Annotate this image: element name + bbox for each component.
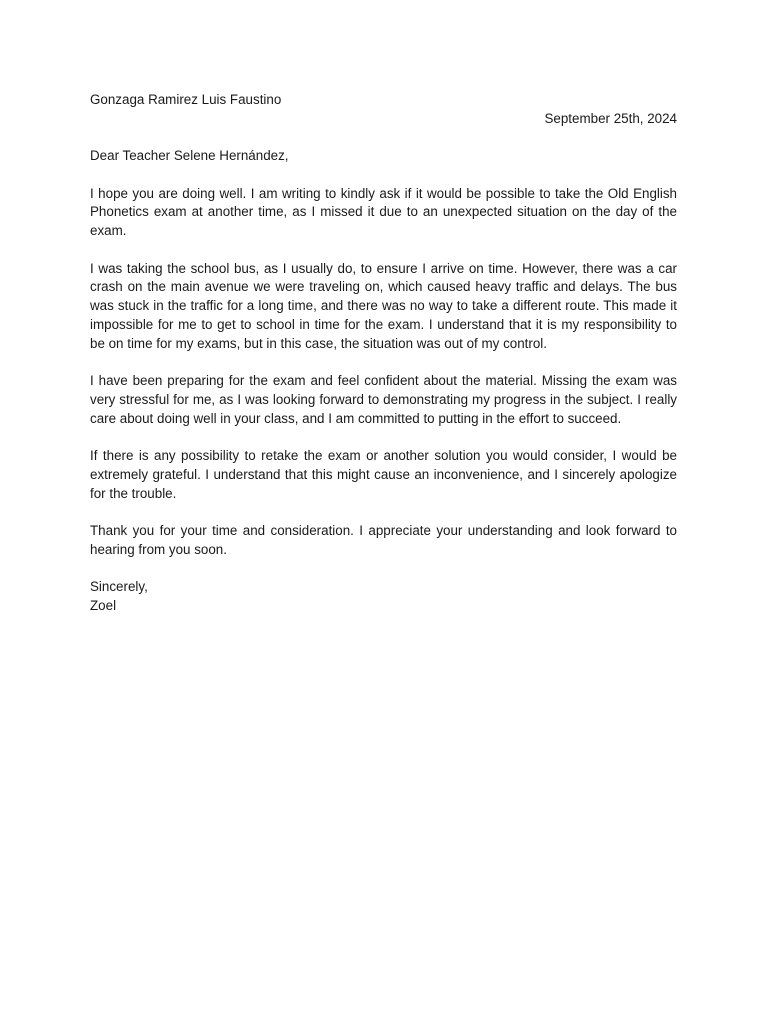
letter-date: September 25th, 2024 [544, 110, 677, 126]
salutation: Dear Teacher Selene Hernández, [90, 148, 289, 164]
body-paragraph: I was taking the school bus, as I usually do, to ensure I arrive on time. However, there was a car crash on the main avenue we were traveling on, which caused heavy traffic and delays. The bus was stuck in the traffic for a long time, and there was no way to take a different route. This made it impossible for me to get to school in time for the exam. I understand that it is my responsibility to be on time for my exams, but in this case, the situation was out of my control. [90, 260, 677, 351]
letter-page [90, 91, 677, 616]
body-paragraph: I hope you are doing well. I am writing to kindly ask if it would be possible to take the Old English Phonetics exam at another time, as I missed it due to an unexpected situation on the day of the exam. [90, 185, 677, 239]
body-paragraph: I have been preparing for the exam and feel confident about the material. Missing the exam was very stressful for me, as I was looking forward to demonstrating my progress in the subject. I really care about doing well in your class, and I am committed to putting in the effort to succeed. [90, 373, 677, 426]
body-paragraph: If there is any possibility to retake the exam or another solution you would consider, I would be extremely grateful. I understand that this might cause an inconvenience, and I sincerely apologize for the trouble. [90, 448, 677, 501]
closing: Sincerely, [90, 579, 148, 595]
body-paragraph: Thank you for your time and consideration. I appreciate your understanding and look forward to hearing from you soon. [90, 523, 677, 557]
signature-name: Zoel [90, 598, 117, 614]
sender-name: Gonzaga Ramirez Luis Faustino [90, 92, 282, 107]
